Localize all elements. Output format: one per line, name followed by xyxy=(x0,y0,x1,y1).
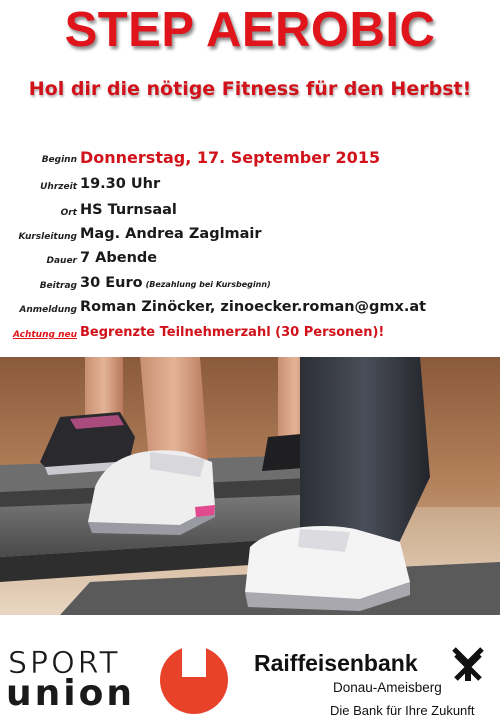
detail-label: Beginn xyxy=(41,155,77,165)
detail-label: Ort xyxy=(60,208,77,218)
poster-subtitle: Hol dir die nötige Fitness für den Herbst! xyxy=(28,78,472,100)
detail-value: 19.30 Uhr xyxy=(80,176,161,192)
detail-label-warning: Achtung neu xyxy=(12,330,77,340)
sponsor-footer xyxy=(0,615,500,719)
raiffeisenbank-location: Donau-Ameisberg xyxy=(333,680,442,695)
sportunion-logo-sport: SPORT xyxy=(8,646,121,681)
detail-label: Anmeldung xyxy=(19,305,77,315)
raiffeisenbank-name: Raiffeisenbank xyxy=(254,650,418,676)
detail-value: Donnerstag, 17. September 2015 xyxy=(80,148,381,167)
raiffeisenbank-slogan: Die Bank für Ihre Zukunft xyxy=(330,703,475,718)
fee-note: (Bezahlung bei Kursbeginn) xyxy=(145,280,271,289)
poster-title: STEP AEROBIC xyxy=(64,3,436,57)
detail-label: Uhrzeit xyxy=(40,182,77,192)
detail-row-instructor xyxy=(0,226,500,252)
detail-row-notice xyxy=(0,324,500,350)
raiffeisen-gable-cross-icon xyxy=(446,645,490,685)
fee-amount: 30 Euro xyxy=(80,275,143,291)
detail-value: HS Turnsaal xyxy=(80,202,177,218)
detail-row-time xyxy=(0,176,500,202)
sportunion-logo-union: union xyxy=(6,673,135,714)
detail-row-duration xyxy=(0,250,500,276)
detail-value: Roman Zinöcker, zinoecker.roman@gmx.at xyxy=(80,299,427,315)
sportunion-u-icon xyxy=(158,643,230,717)
detail-label: Dauer xyxy=(46,256,77,266)
detail-label: Kursleitung xyxy=(18,232,77,242)
detail-label: Beitrag xyxy=(39,281,77,291)
detail-row-location xyxy=(0,202,500,228)
detail-row-fee xyxy=(0,275,500,301)
detail-value xyxy=(80,275,271,291)
step-aerobic-photo xyxy=(0,357,500,615)
detail-value: 7 Abende xyxy=(80,250,158,266)
detail-value-warning: Begrenzte Teilnehmerzahl (30 Personen)! xyxy=(80,325,385,340)
detail-row-start xyxy=(0,149,500,175)
detail-row-registration xyxy=(0,299,500,325)
detail-value: Mag. Andrea Zaglmair xyxy=(80,226,262,242)
